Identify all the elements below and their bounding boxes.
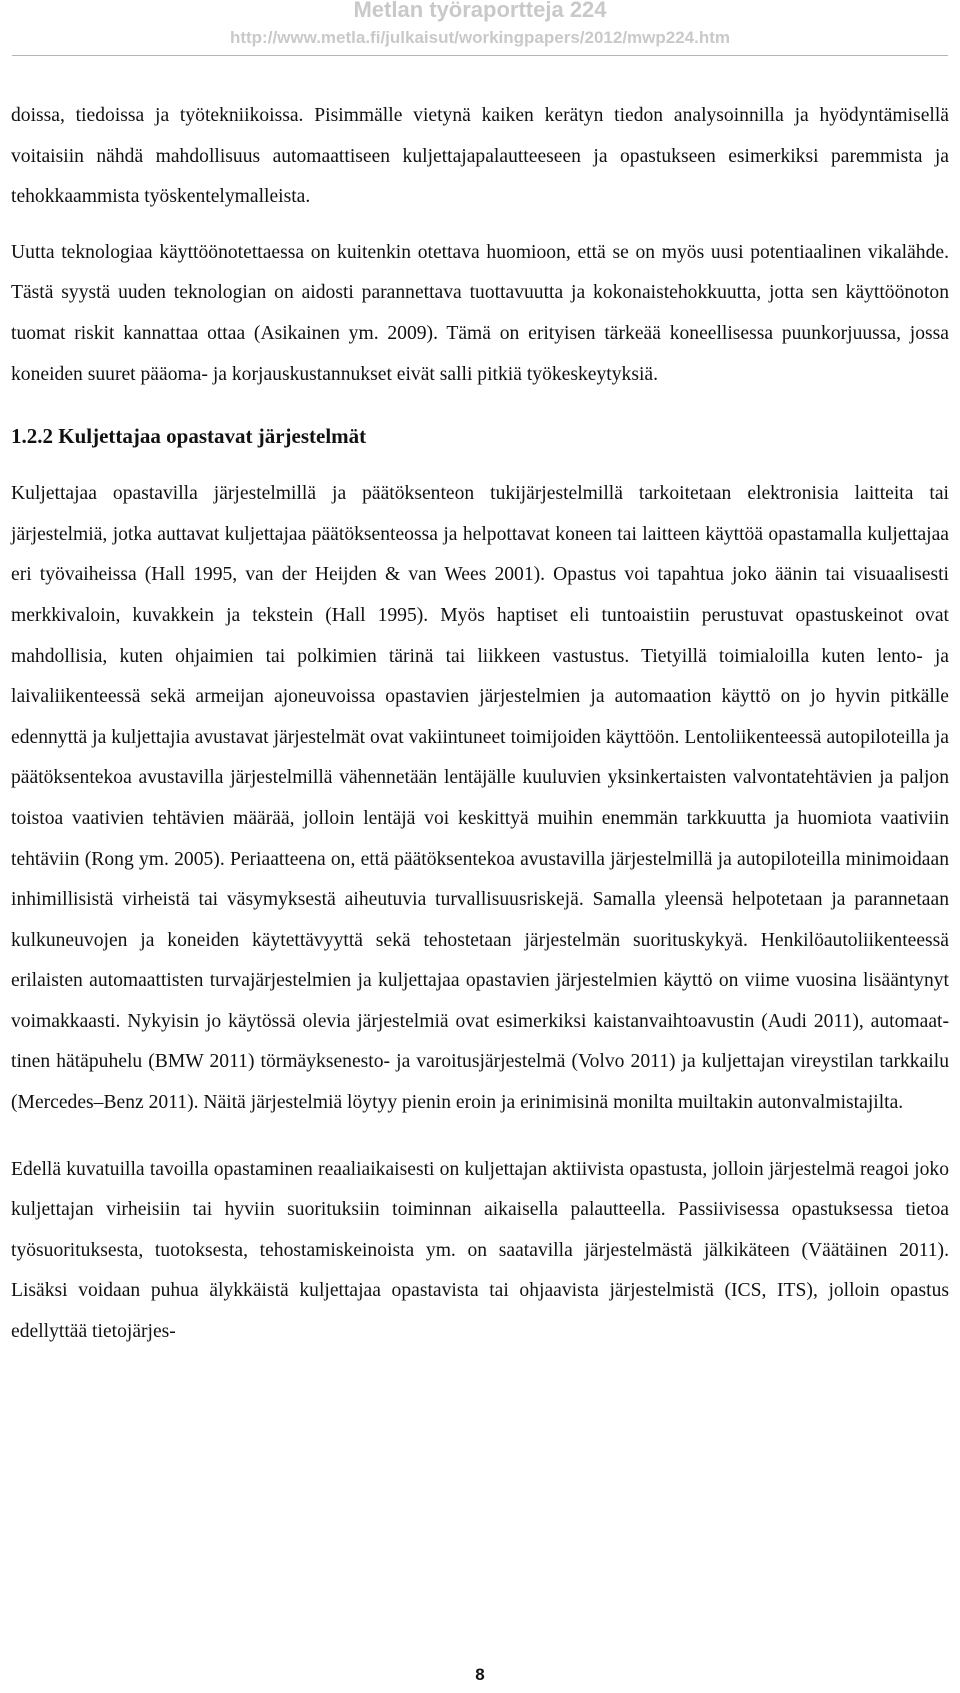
header-divider	[12, 55, 948, 56]
report-url[interactable]: http://www.metla.fi/julkaisut/workingpapers/2012/mwp224.htm	[229, 28, 731, 47]
paragraph-1: doissa, tiedoissa ja työtekniikoissa. Pisimmälle vietynä kaiken kerätyn tiedon analysoinnilla ja hyödyntämisellä voitaisiin nähdä mahdollisuus automaattiseen kuljettajapalautteeseen ja opastukseen esimerkiksi paremmista ja tehokkaammista työskentelymalleista.	[11, 105, 949, 208]
page-number: 8	[475, 1665, 485, 1684]
document-body	[11, 96, 949, 1353]
paragraph-3: Kuljettajaa opastavilla järjestelmillä ja päätöksenteon tukijärjestelmillä tarkoitetaan elektronisia laitteita tai järjestelmiä, jotka auttavat kuljettajaa päätöksenteossa ja helpottavat koneen tai laitteen käyttöä opastamalla kuljettajaa eri työvaiheissa (Hall 1995, van der Heijden & van Wees 2001). Opastus voi tapahtua joko äänin tai visuaalisesti merkkivaloin, kuvakkein ja tekstein (Hall 1995). Myös haptiset eli tuntoaistiin perustuvat opastuskeinot ovat mahdollisia, kuten ohjaimien tai polkimien tärinä tai liikkeen vastustus. Tietyillä toimialoilla kuten lento- ja laivaliikenteessä sekä armeijan ajoneuvoissa opastavien järjestelmien ja automaation käyttö on jo hyvin pitkälle edennyttä ja kuljettajia avustavat järjestelmät ovat vakiintuneet toimijoiden käyttöön. Lentoliikenteessä autopiloteilla ja päätöksentekoa avustavilla järjestelmillä vähennetään lentäjälle kuuluvien yksinkertaisten valvontatehtävien ja paljon toistoa vaativien tehtävien määrää, jolloin lentäjä voi keskittyä muihin enemmän tarkkuutta ja huomiota vaativiin tehtäviin (Rong ym. 2005). Periaatteena on, että päätöksentekoa avustavilla järjestelmillä ja autopiloteilla minimoidaan inhimillisistä virheistä tai väsymyksestä aiheutuvia turvallisuusriskejä. Samalla yleensä helpotetaan ja parannetaan kulkuneuvojen ja koneiden käytettävyyttä sekä tehostetaan järjestelmän suorituskykyä. Henkilöautoliikenteessä erilaisten automaattisten turvajärjestelmien ja kuljettajaa opastavien järjestelmien käyttö on viime vuosina lisääntynyt voimakkaasti. Nykyisin jo käytössä olevia järjestelmiä ovat esimerkiksi kaistanvaihtoavustin (Audi 2011), automaattinen hätäpuhelu (BMW 2011) törmäyksenesto- ja varoitusjärjestelmä (Volvo 2011) ja kuljettajan vireystilan tarkkailu (Mercedes–Benz 2011). Näitä järjestelmiä löytyy pienin eroin ja erinimisinä monilta muiltakin autonvalmistajilta.	[11, 483, 949, 1114]
report-series-title: Metlan työraportteja 224	[353, 0, 607, 22]
paragraph-4: Edellä kuvatuilla tavoilla opastaminen reaaliaikaisesti on kuljettajan aktiivista opastusta, jolloin järjestelmä reagoi joko kuljettajan virheisiin tai hyviin suorituksiin toiminnan aikaisella palautteella. Passiivisessa opastuksessa tietoa työsuorituksesta, tuotoksesta, tehostamiskeinoista ym. on saatavilla järjestelmästä jälkikäteen (Väätäinen 2011). Lisäksi voidaan puhua älykkäistä kuljettajaa opastavista tai ohjaavista järjestelmistä (ICS, ITS), jolloin opastus edellyttää tietojärjes-	[11, 1158, 949, 1343]
section-heading: 1.2.2 Kuljettajaa opastavat järjestelmät	[11, 424, 367, 449]
paragraph-2: Uutta teknologiaa käyttöönotettaessa on kuitenkin otettava huomioon, että se on myös uusi potentiaalinen vikalähde. Tästä syystä uuden teknologian on aidosti parannettava tuottavuutta ja kokonaistehokkuutta, jotta sen käyttöönoton tuomat riskit kannattaa ottaa (Asikainen ym. 2009). Tämä on erityisen tärkeää koneellisessa puunkorjuussa, jossa koneiden suuret pääoma- ja korjauskustannukset eivät salli pitkiä työkeskeytyksiä.	[11, 241, 949, 385]
